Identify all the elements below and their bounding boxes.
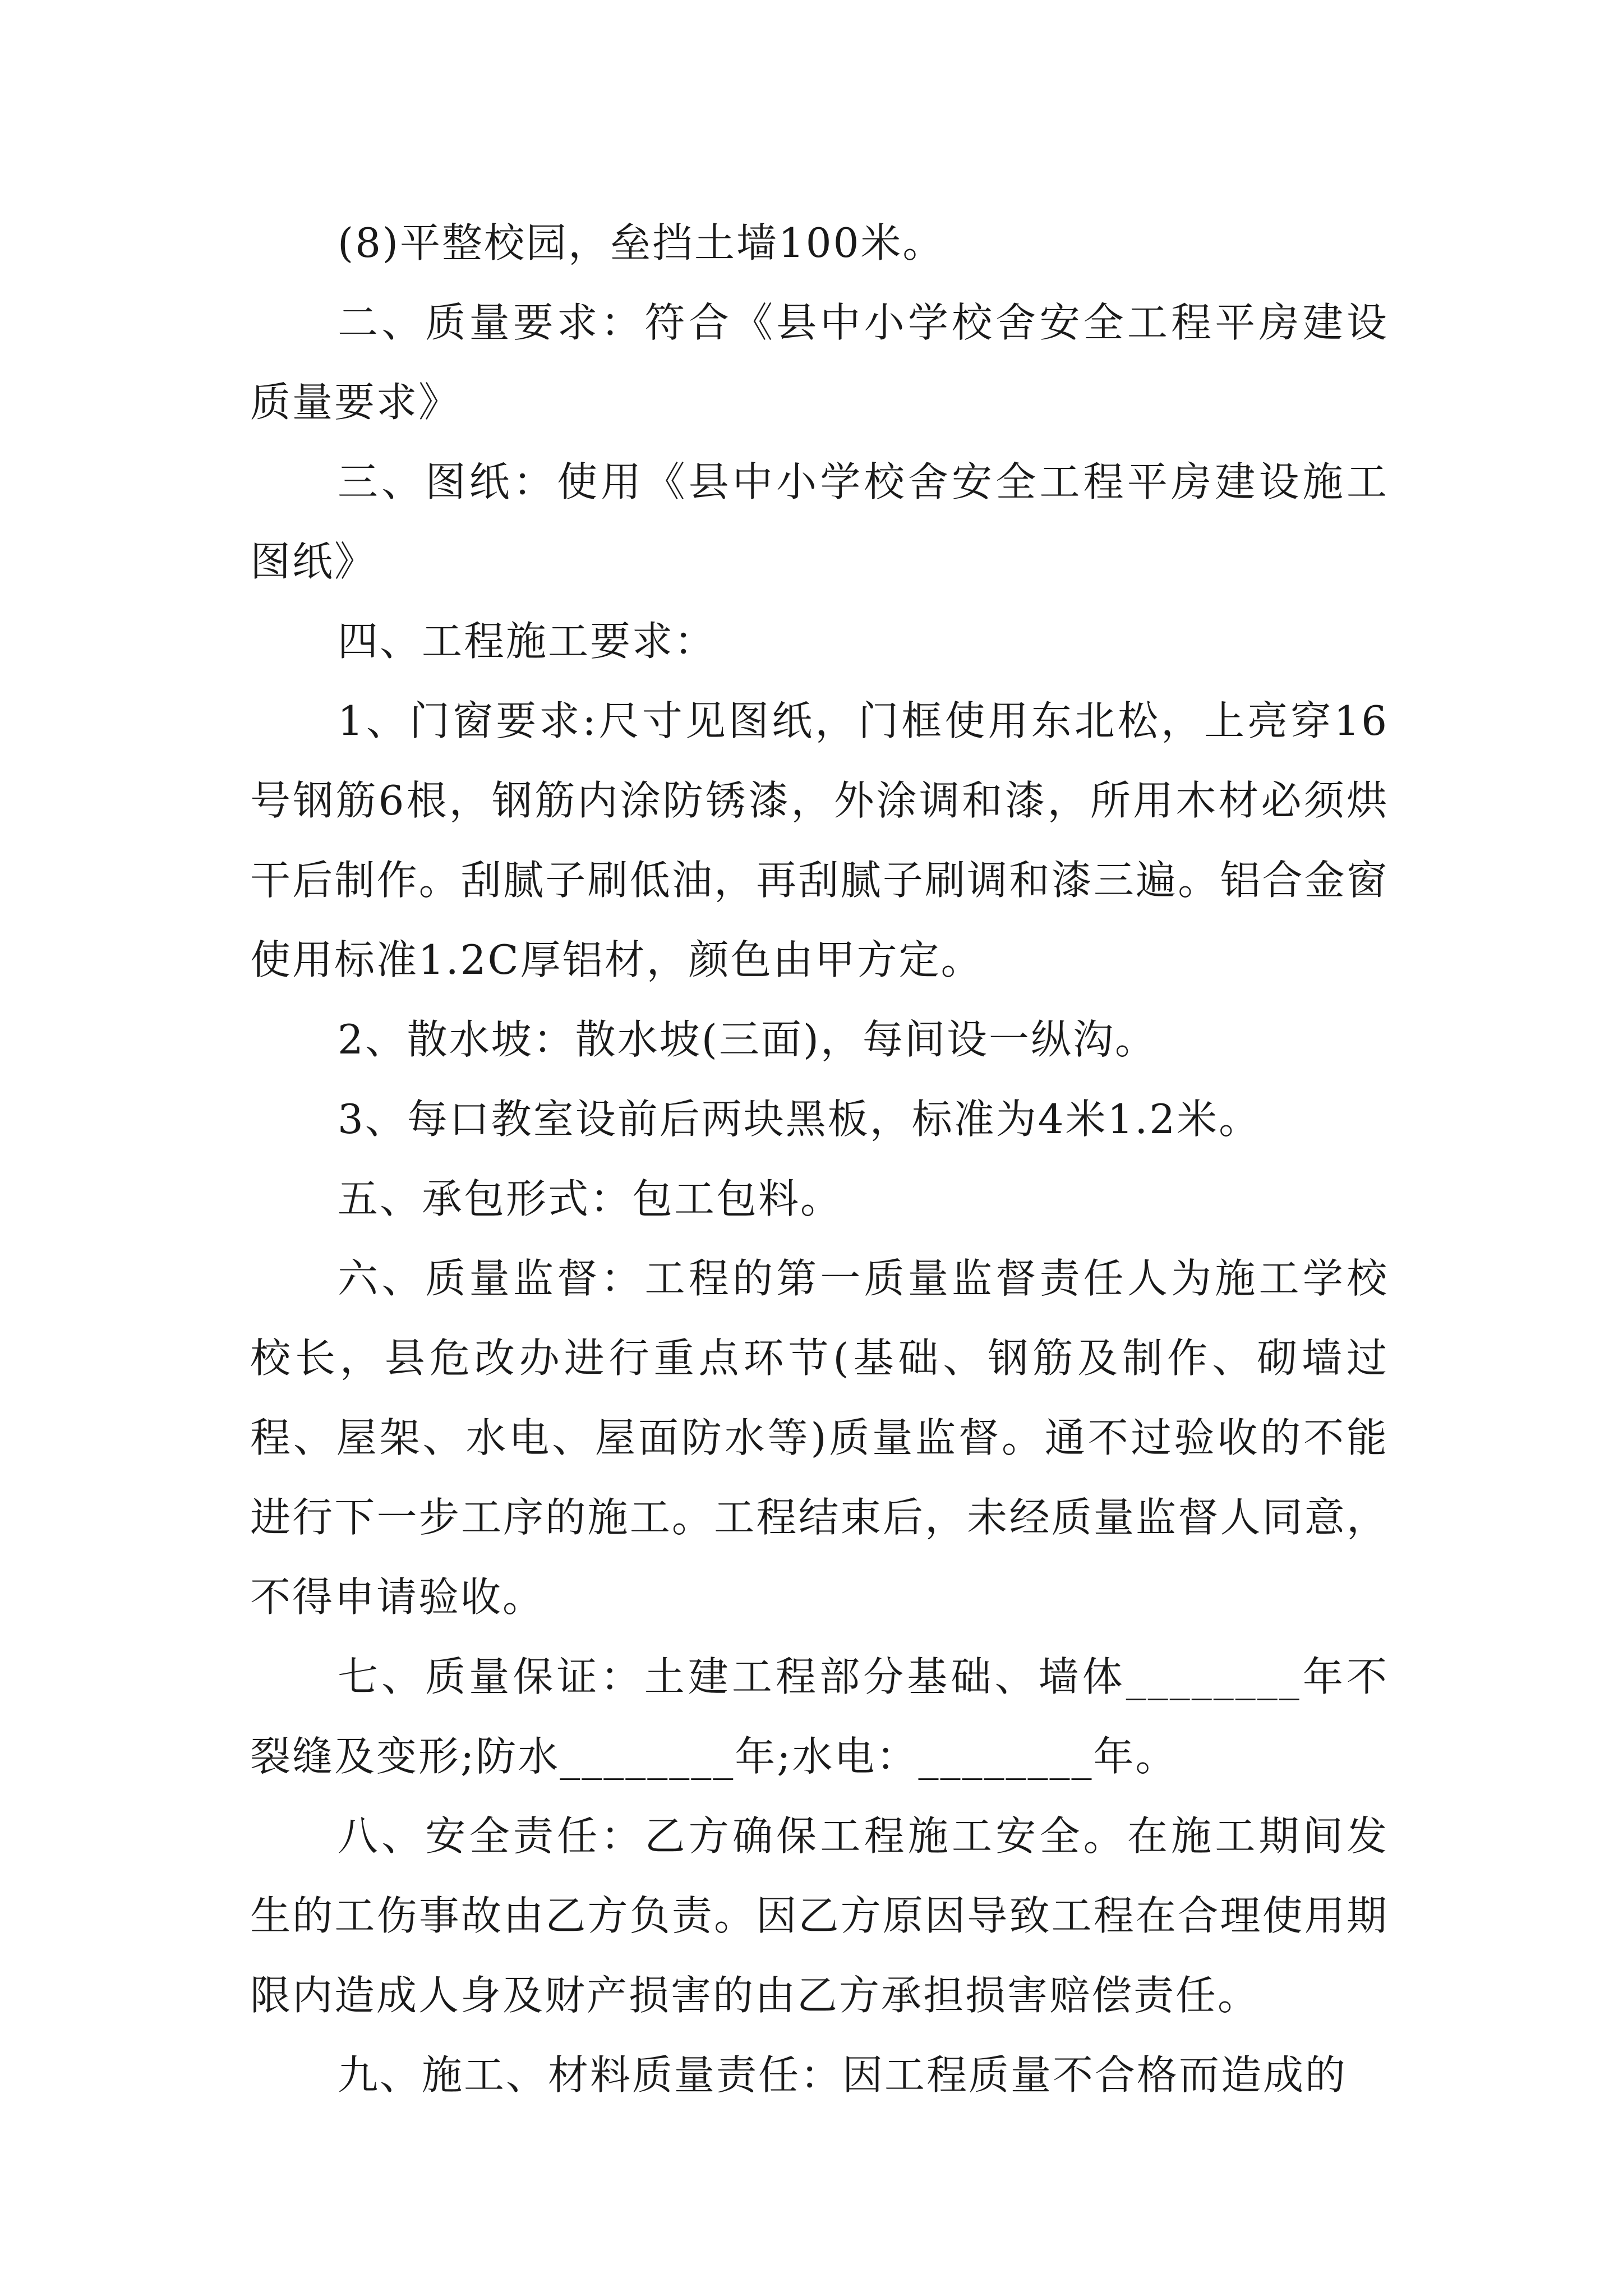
paragraph-quality-guarantee: 七、质量保证：土建工程部分基础、墙体________年不裂缝及变形;防水________年;水电：________年。	[250, 1653, 1389, 1780]
paragraph-quality-supervision: 六、质量监督：工程的第一质量监督责任人为施工学校校长，县危改办进行重点环节(基础、钢筋及制作、砌墙过程、屋架、水电、屋面防水等)质量监督。通不过验收的不能进行下一步工序的施工。工程结束后，未经质量监督人同意，不得申请验收。	[250, 1255, 1389, 1621]
paragraph-blackboards: 3、每口教室设前后两块黑板，标准为4米1.2米。	[338, 1096, 1261, 1143]
paragraph-safety-responsibility: 八、安全责任：乙方确保工程施工安全。在施工期间发生的工伤事故由乙方负责。因乙方原因导致工程在合理使用期限内造成人身及财产损害的由乙方承担损害赔偿责任。	[250, 1812, 1389, 2019]
document-body	[250, 203, 1389, 2115]
paragraph-construction-requirements-heading: 四、工程施工要求：	[338, 618, 717, 665]
paragraph-doors-windows: 1、门窗要求:尺寸见图纸，门框使用东北松，上亮穿16号钢筋6根，钢筋内涂防锈漆，外涂调和漆，所用木材必须烘干后制作。刮腻子刷低油，再刮腻子刷调和漆三遍。铝合金窗使用标准1.2C厚铝材，颜色由甲方定。	[250, 697, 1389, 983]
paragraph-drawings: 三、图纸：使用《县中小学校舍安全工程平房建设施工图纸》	[250, 458, 1389, 585]
paragraph-material-quality-responsibility: 九、施工、材料质量责任：因工程质量不合格而造成的	[338, 2051, 1348, 2099]
paragraph-quality-requirements: 二、质量要求：符合《县中小学校舍安全工程平房建设质量要求》	[250, 299, 1389, 426]
paragraph-campus-leveling: (8)平整校园，垒挡土墙100米。	[338, 219, 945, 266]
paragraph-contract-form: 五、承包形式：包工包料。	[338, 1175, 843, 1222]
paragraph-apron-slope: 2、散水坡：散水坡(三面)，每间设一纵沟。	[338, 1016, 1157, 1063]
